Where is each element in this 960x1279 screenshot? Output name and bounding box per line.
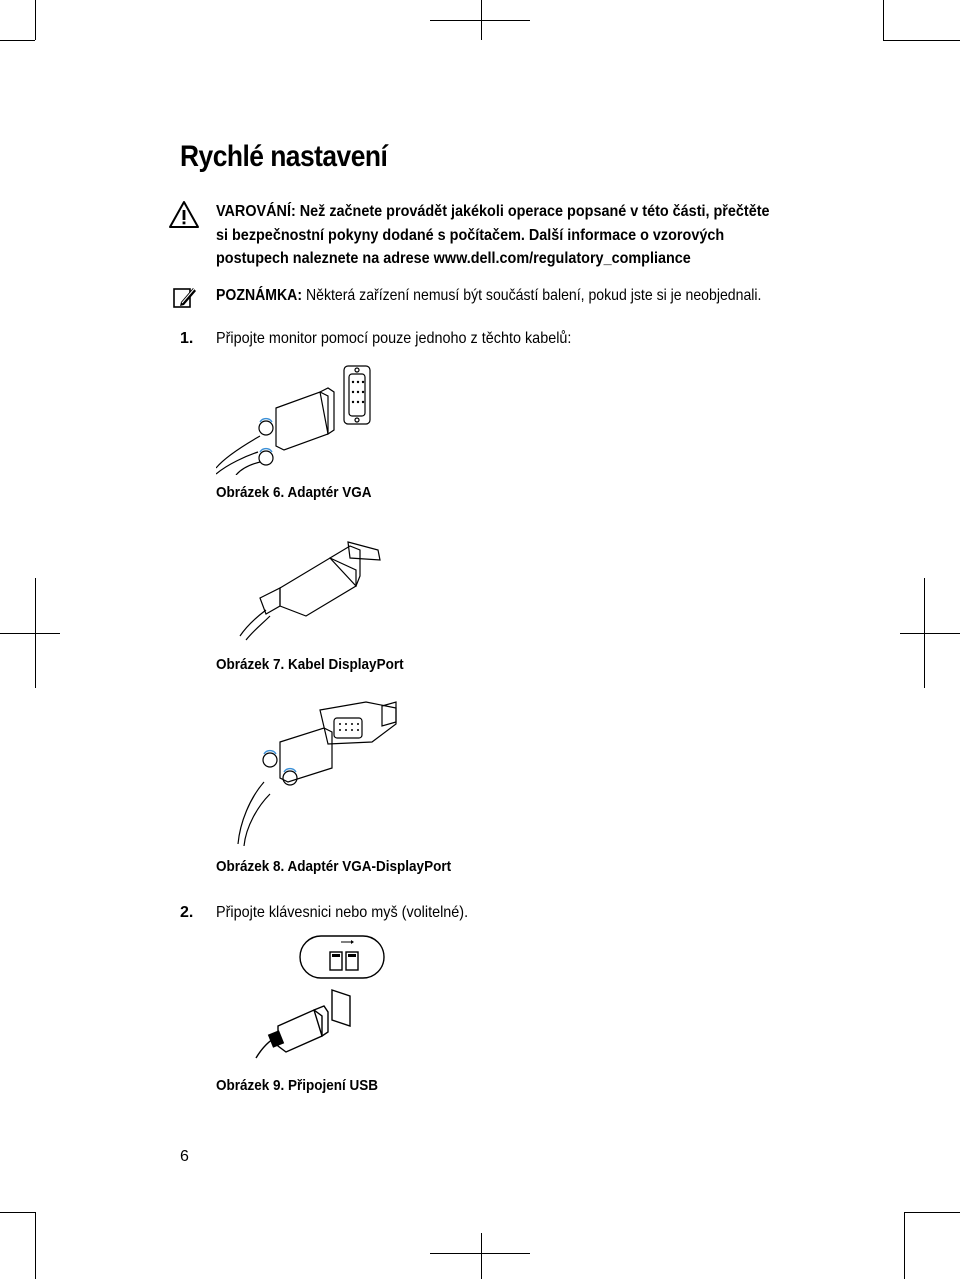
- crop-mark: [904, 1212, 905, 1279]
- warning-text: VAROVÁNÍ: Než začnete provádět jakékoli operace popsané v této části, přečtěte si bezpečnostní pokyny dodané s počítačem. Další informace o vzorových postupech naleznete na adrese www.dell.com/regulatory_compliance: [216, 203, 770, 267]
- figure-caption: Obrázek 7. Kabel DisplayPort: [216, 656, 404, 673]
- crop-mark: [0, 1212, 35, 1213]
- note-pencil-icon: [172, 284, 198, 310]
- crop-mark: [0, 633, 60, 634]
- figure-caption: Obrázek 8. Adaptér VGA-DisplayPort: [216, 858, 452, 875]
- crop-mark: [900, 633, 960, 634]
- vga-adapter-illustration: [216, 360, 416, 475]
- figure-caption: Obrázek 9. Připojení USB: [216, 1077, 379, 1094]
- crop-mark: [883, 0, 884, 40]
- crop-mark: [904, 1212, 960, 1213]
- step-text: Připojte monitor pomocí pouze jednoho z těchto kabelů:: [216, 330, 572, 347]
- note-body: Některá zařízení nemusí být součástí balení, pokud jste si je neobjednali.: [302, 287, 762, 304]
- step-number: 2.: [180, 904, 194, 921]
- usb-connection-illustration: [250, 930, 390, 1065]
- step-number: 1.: [180, 330, 194, 347]
- crop-mark: [481, 1233, 482, 1279]
- crop-mark: [883, 40, 960, 41]
- note-text: [216, 284, 761, 307]
- note-label: POZNÁMKA:: [216, 287, 303, 304]
- warning-triangle-icon: [168, 200, 200, 230]
- displayport-cable-illustration: [210, 528, 410, 643]
- crop-mark: [430, 1253, 530, 1254]
- crop-mark: [430, 20, 530, 21]
- figure-caption: Obrázek 6. Adaptér VGA: [216, 484, 372, 501]
- page-title: Rychlé nastavení: [180, 140, 388, 173]
- crop-mark: [35, 0, 36, 40]
- crop-mark: [35, 1212, 36, 1279]
- step-text: Připojte klávesnici nebo myš (volitelné).: [216, 904, 469, 921]
- page-number: 6: [180, 1148, 189, 1165]
- vga-displayport-adapter-illustration: [210, 698, 410, 848]
- crop-mark: [0, 40, 35, 41]
